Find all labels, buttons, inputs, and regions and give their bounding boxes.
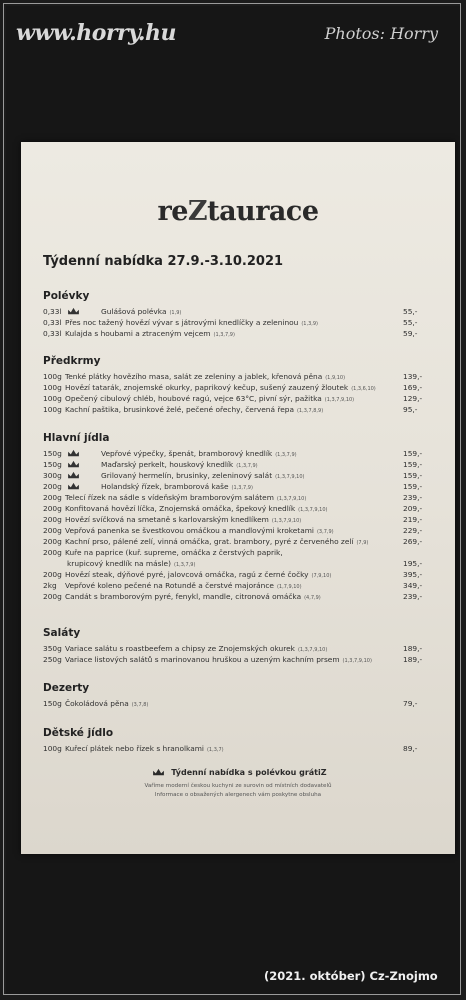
item-price: 159,- <box>403 471 423 480</box>
item-allergens: (1,3,7,9) <box>174 562 196 568</box>
item-price: 239,- <box>403 493 423 502</box>
item-name <box>65 699 148 708</box>
item-quantity: 200g <box>43 537 62 546</box>
item-allergens: (4,7,9) <box>304 595 321 601</box>
menu-item <box>43 482 433 493</box>
item-name <box>65 644 327 653</box>
item-name <box>65 394 354 403</box>
item-allergens: (1,3,6,10) <box>351 386 376 392</box>
item-quantity: 200g <box>43 548 62 557</box>
item-name-text: Kuřecí plátek nebo řízek s hranolkami <box>65 744 204 753</box>
item-quantity: 150g <box>43 460 62 469</box>
item-name <box>67 559 195 568</box>
menu-item <box>43 394 433 405</box>
menu-item <box>43 592 433 603</box>
item-quantity: 100g <box>43 383 62 392</box>
item-name-text: krupicový knedlík na másle) <box>67 559 171 568</box>
item-quantity: 200g <box>43 482 62 491</box>
item-allergens: (7,9,10) <box>311 573 332 579</box>
item-price: 169,- <box>403 383 423 392</box>
item-name <box>65 592 321 601</box>
item-name <box>101 482 253 491</box>
item-name <box>65 548 286 557</box>
item-name-text: Opečený cibulový chléb, houbové ragú, vejce 63°C, pivní sýr, pažitka <box>65 394 322 403</box>
menu-item <box>43 449 433 460</box>
item-price: 95,- <box>403 405 418 414</box>
item-name <box>65 581 302 590</box>
menu-item <box>43 699 433 710</box>
photo <box>6 6 460 994</box>
item-allergens: (1,9) <box>169 310 182 316</box>
weekly-offer-title: Týdenní nabídka 27.9.-3.10.2021 <box>43 254 284 269</box>
section-title: Hlavní jídla <box>43 432 110 444</box>
item-name-text: Variace salátu s roastbeefem a chipsy ze Znojemských okurek <box>65 644 295 653</box>
item-price: 139,- <box>403 372 423 381</box>
item-allergens: (1,9,10) <box>325 375 346 381</box>
section-title: Dezerty <box>43 682 90 694</box>
item-allergens: (3,7,9) <box>316 529 334 535</box>
menu-item <box>43 329 433 340</box>
menu-item <box>43 504 433 515</box>
item-quantity: 250g <box>43 655 62 664</box>
item-name <box>65 405 323 414</box>
item-price: 159,- <box>403 482 423 491</box>
item-price: 89,- <box>403 744 418 753</box>
item-price: 79,- <box>403 699 418 708</box>
item-quantity: 0,33l <box>43 307 62 316</box>
item-price: 395,- <box>403 570 423 579</box>
item-name-text: Gulášová polévka <box>101 307 167 316</box>
item-name-text: Grilovaný hermelín, brusinky, zeleninový salát <box>101 471 273 480</box>
item-name <box>65 504 328 513</box>
item-quantity: 100g <box>43 405 62 414</box>
menu-item <box>43 318 433 329</box>
item-name <box>65 655 372 664</box>
menu-item <box>43 644 433 655</box>
restaurant-logo: reZtaurace <box>157 196 319 227</box>
item-quantity: 0,33l <box>43 329 62 338</box>
item-allergens: (1,3,7,9,10) <box>275 474 305 480</box>
item-price: 349,- <box>403 581 423 590</box>
item-allergens: (1,3,7,8,9) <box>296 408 324 414</box>
footer-note-2: Informace o obsažených alergenech vám poskytne obsluha <box>154 792 322 798</box>
item-quantity: 100g <box>43 744 62 753</box>
item-quantity: 150g <box>43 449 62 458</box>
item-name-text: Přes noc tažený hovězí vývar s játrovými knedlíčky a zeleninou <box>65 318 299 327</box>
item-name <box>101 460 258 469</box>
item-quantity: 200g <box>43 504 62 513</box>
item-quantity: 100g <box>43 394 62 403</box>
section-title: Dětské jídlo <box>43 727 114 739</box>
item-allergens: (1,3,7,9) <box>275 452 297 458</box>
item-quantity: 2kg <box>43 581 57 590</box>
item-quantity: 150g <box>43 699 62 708</box>
item-name-text: Konfitovaná hovězí líčka, Znojemská omáčka, špekový knedlík <box>65 504 296 513</box>
menu-item <box>43 570 433 581</box>
item-name-text: Variace listových salátů s marinovanou hruškou a uzeným kachním prsem <box>65 655 340 664</box>
item-name-text: Hovězí tatarák, znojemské okurky, paprikový kečup, sušený zauzený žloutek <box>65 383 349 392</box>
item-price: 209,- <box>403 504 423 513</box>
section-title: Saláty <box>43 627 81 639</box>
item-name-text: Kulajda s houbami a ztraceným vejcem <box>65 329 211 338</box>
item-name <box>65 744 224 753</box>
item-name <box>65 372 345 381</box>
item-allergens: (1,3,7,9,10) <box>271 518 302 524</box>
section-title: Předkrmy <box>43 355 101 367</box>
item-allergens: (1,3,7,9,10) <box>298 507 328 513</box>
menu-item <box>43 471 433 482</box>
menu-item <box>43 372 433 383</box>
menu-item <box>43 655 433 666</box>
menu-item <box>43 548 433 559</box>
item-name-text: Holandský řízek, bramborová kaše <box>101 482 229 491</box>
item-quantity: 200g <box>43 592 62 601</box>
item-price: 55,- <box>403 318 418 327</box>
crown-icon <box>67 460 80 469</box>
photo-caption: (2021. október) Cz-Znojmo <box>264 969 438 983</box>
item-name <box>65 329 235 338</box>
item-quantity: 300g <box>43 471 62 480</box>
item-name-text: Candát s bramborovým pyré, fenykl, mandle, citronová omáčka <box>65 592 302 601</box>
item-name <box>65 570 331 579</box>
menu-item <box>43 526 433 537</box>
item-allergens: (1,3,7,9) <box>236 463 258 469</box>
menu-item <box>43 493 433 504</box>
menu-item <box>43 383 433 394</box>
item-quantity: 350g <box>43 644 62 653</box>
item-name-text: Maďarský perkelt, houskový knedlík <box>101 460 234 469</box>
item-name-text: Vepřové výpečky, špenát, bramborový knedlík <box>101 449 273 458</box>
item-quantity: 200g <box>43 526 62 535</box>
item-quantity: 100g <box>43 372 62 381</box>
item-price: 129,- <box>403 394 423 403</box>
crown-icon <box>67 471 80 480</box>
item-name <box>65 515 301 524</box>
item-name <box>101 449 297 458</box>
item-name <box>65 493 306 502</box>
item-price: 159,- <box>403 460 423 469</box>
item-allergens: (7,9) <box>356 540 369 546</box>
item-price: 59,- <box>403 329 418 338</box>
item-price: 219,- <box>403 515 423 524</box>
watermark-left: www.horry.hu <box>16 20 177 46</box>
item-name-text: Čokoládová pěna <box>65 699 129 708</box>
section-title: Polévky <box>43 290 90 302</box>
item-name-text: Tenké plátky hovězího masa, salát ze zeleniny a jablek, křenová pěna <box>65 372 323 381</box>
item-name-text: Hovězí steak, dýňové pyré, jalovcová omáčka, ragú z černé čočky <box>65 570 309 579</box>
item-name-text: Kachní paštika, brusinkové želé, pečené ořechy, červená řepa <box>65 405 294 414</box>
menu-item <box>43 405 433 416</box>
item-allergens: (3,7,8) <box>131 702 149 708</box>
crown-icon <box>67 449 80 458</box>
item-price: 195,- <box>403 559 423 568</box>
item-quantity: 200g <box>43 493 62 502</box>
footer-title: Týdenní nabídka s polévkou grátiZ <box>21 768 455 777</box>
item-price: 159,- <box>403 449 423 458</box>
item-allergens: (1,3,7,9,10) <box>297 647 328 653</box>
menu-item <box>43 460 433 471</box>
item-name-text: Kachní prso, pálené zelí, vinná omáčka, grat. brambory, pyré z červeného zelí <box>65 537 354 546</box>
item-name <box>65 383 376 392</box>
item-allergens: (1,3,7,9) <box>231 485 253 491</box>
item-allergens: (1,3,7) <box>206 747 224 753</box>
menu-item <box>43 744 433 755</box>
item-price: 269,- <box>403 537 423 546</box>
item-name <box>65 318 318 327</box>
item-name <box>65 537 368 546</box>
item-name-text: Telecí řízek na sádle s vídeňským bramborovým salátem <box>65 493 274 502</box>
menu-item <box>43 515 433 526</box>
item-allergens: (1,3,7,9) <box>213 332 235 338</box>
item-name-text: Vepřová panenka se švestkovou omáčkou a mandlovými kroketami <box>65 526 314 535</box>
menu-item <box>43 559 433 570</box>
item-price: 55,- <box>403 307 418 316</box>
item-price: 189,- <box>403 644 423 653</box>
item-name-text: Kuře na paprice (kuř. supreme, omáčka z čerstvých paprik, <box>65 548 283 557</box>
menu-paper <box>21 142 455 854</box>
crown-icon <box>67 307 80 316</box>
item-name <box>101 307 181 316</box>
crown-icon <box>67 482 80 491</box>
menu-item <box>43 537 433 548</box>
item-name <box>101 471 304 480</box>
footer-note-1: Vaříme moderní českou kuchyni ze surovin od místních dodavatelů <box>144 783 332 789</box>
item-allergens: (1,7,9,10) <box>276 584 302 590</box>
watermark-right: Photos: Horry <box>324 24 438 43</box>
item-allergens: (1,3,9) <box>301 321 318 327</box>
item-allergens: (1,3,7,9,10) <box>342 658 372 664</box>
menu-item <box>43 307 433 318</box>
menu-item <box>43 581 433 592</box>
item-name <box>65 526 334 535</box>
item-price: 229,- <box>403 526 423 535</box>
item-quantity: 200g <box>43 515 62 524</box>
item-quantity: 0,33l <box>43 318 62 327</box>
item-name-text: Vepřové koleno pečené na Rotundě a čerstvé majoránce <box>65 581 274 590</box>
item-price: 189,- <box>403 655 423 664</box>
crown-icon <box>152 768 165 777</box>
item-price: 239,- <box>403 592 423 601</box>
item-quantity: 200g <box>43 570 62 579</box>
item-name-text: Hovězí svíčková na smetaně s karlovarským knedlíkem <box>65 515 269 524</box>
item-allergens: (1,3,7,9,10) <box>276 496 307 502</box>
item-allergens: (1,3,7,9,10) <box>324 397 355 403</box>
